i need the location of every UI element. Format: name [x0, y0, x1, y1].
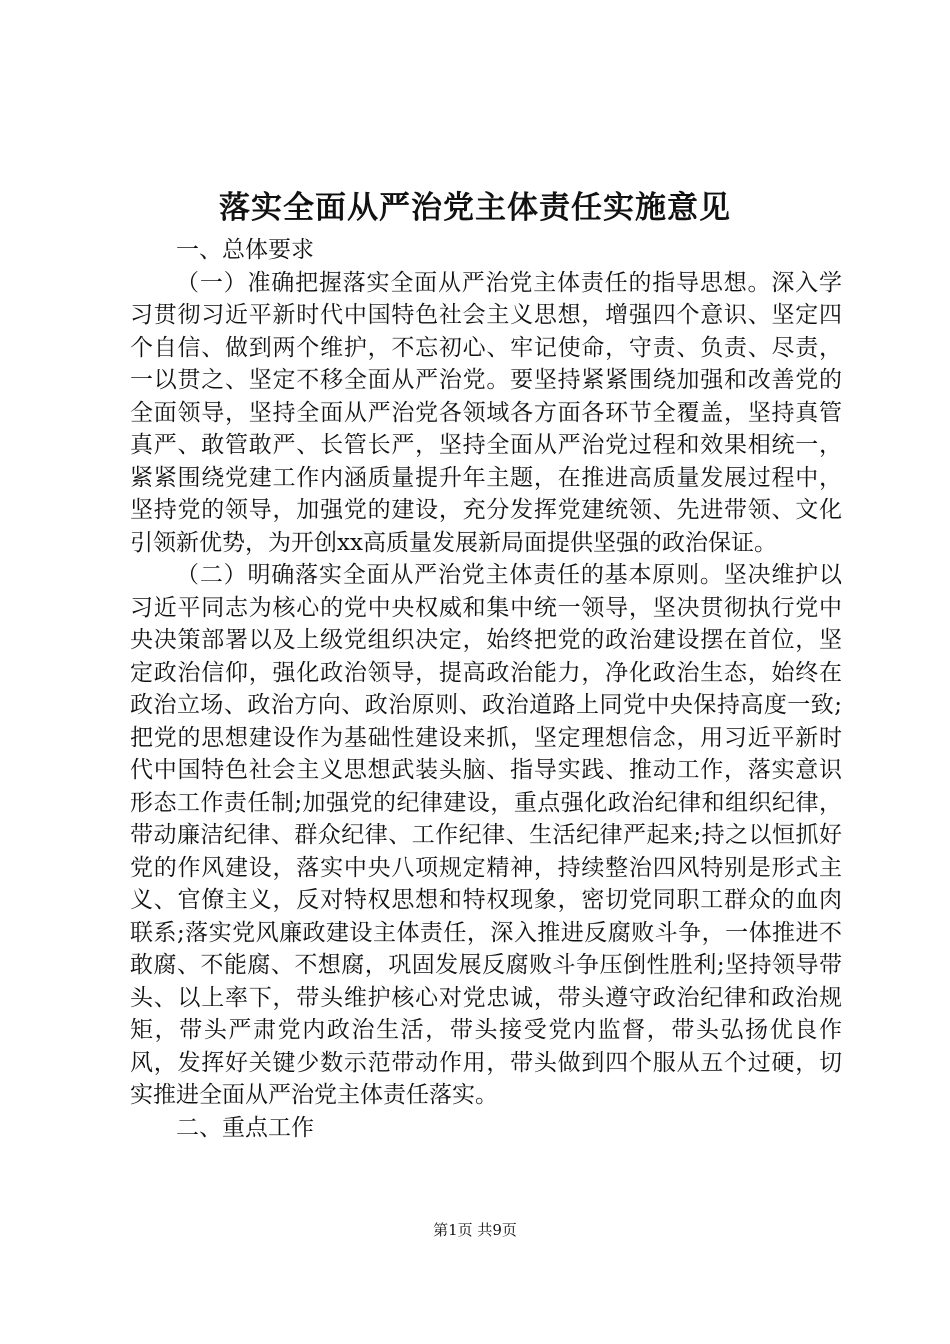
- page-number-footer: 第1页 共9页: [433, 1221, 517, 1239]
- document-title: 落实全面从严治党主体责任实施意见: [219, 190, 731, 226]
- section-heading-key-work: 二、重点工作: [176, 1114, 314, 1141]
- section-heading-general-requirements: 一、总体要求: [176, 237, 314, 263]
- document-body: [130, 234, 842, 1144]
- paragraph-guiding-thought: （一）准确把握落实全面从严治党主体责任的指导思想。深入学习贯彻习近平新时代中国特色社会主义思想，增强四个意识、坚定四个自信、做到两个维护，不忘初心、牢记使命，守责、负责、尽责，一以贯之、坚定不移全面从严治党。要坚持紧紧围绕加强和改善党的全面领导，坚持全面从严治党各领域各方面各环节全覆盖，坚持真管真严、敢管敢严、长管长严，坚持全面从严治党过程和效果相统一，紧紧围绕党建工作内涵质量提升年主题，在推进高质量发展过程中，坚持党的领导，加强党的建设，充分发挥党建统领、先进带领、文化引领新优势，为开创xx高质量发展新局面提供坚强的政治保证。: [130, 269, 842, 556]
- paragraph-basic-principles: （二）明确落实全面从严治党主体责任的基本原则。坚决维护以习近平同志为核心的党中央权威和集中统一领导，坚决贯彻执行党中央决策部署以及上级党组织决定，始终把党的政治建设摆在首位，坚定政治信仰，强化政治领导，提高政治能力，净化政治生态，始终在政治立场、政治方向、政治原则、政治道路上同党中央保持高度一致;把党的思想建设作为基础性建设来抓，坚定理想信念，用习近平新时代中国特色社会主义思想武装头脑、指导实践、推动工作，落实意识形态工作责任制;加强党的纪律建设，重点强化政治纪律和组织纪律，带动廉洁纪律、群众纪律、工作纪律、生活纪律严起来;持之以恒抓好党的作风建设，落实中央八项规定精神，持续整治四风特别是形式主义、官僚主义，反对特权思想和特权现象，密切党同职工群众的血肉联系;落实党风廉政建设主体责任，深入推进反腐败斗争，一体推进不敢腐、不能腐、不想腐，巩固发展反腐败斗争压倒性胜利;坚持领导带头、以上率下，带头维护核心对党忠诚，带头遵守政治纪律和政治规矩，带头严肃党内政治生活，带头接受党内监督，带头弘扬优良作风，发挥好关键少数示范带动作用，带头做到四个服从五个过硬，切实推进全面从严治党主体责任落实。: [130, 562, 842, 1108]
